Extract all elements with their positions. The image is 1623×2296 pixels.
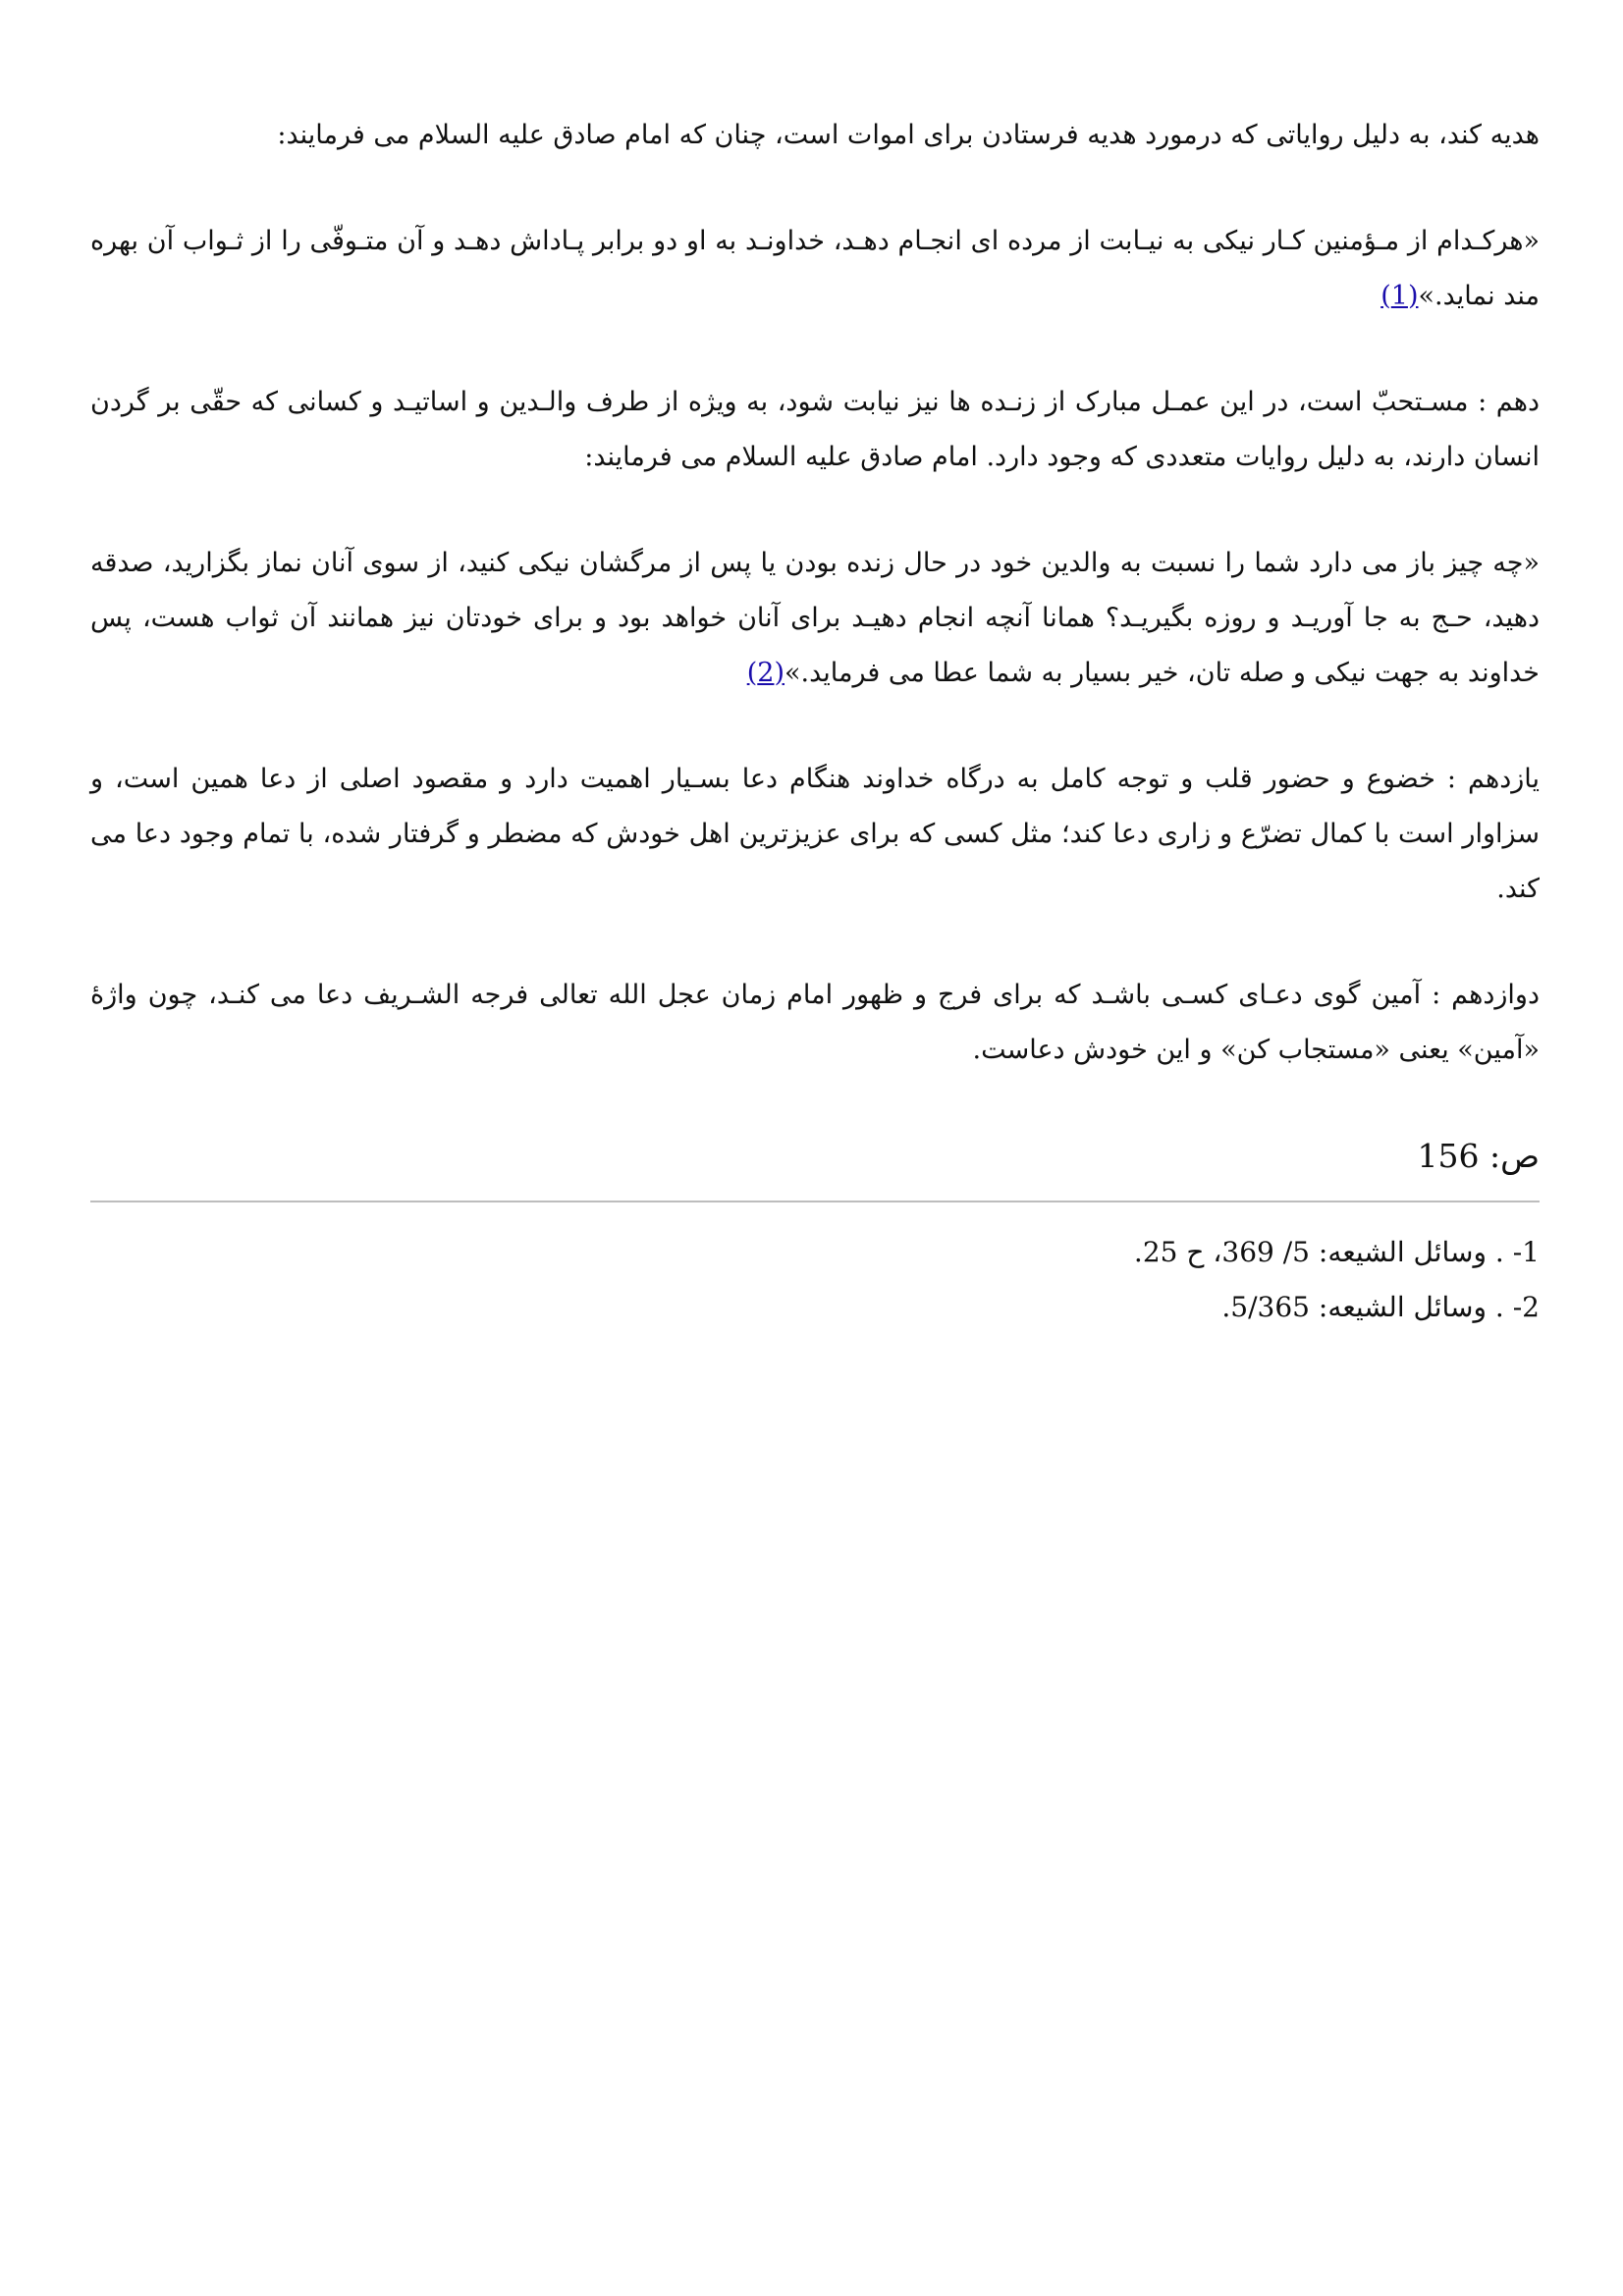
footnote-1: 1- . وسائل الشیعه: 5/ 369، ح 25. — [1133, 1236, 1540, 1268]
paragraph-1-text: هدیه کند، به دلیل روایاتی که درمورد هدیه فرستادن برای اموات است، چنان که امام صادق علیه السلام می فرمایند: — [277, 120, 1540, 150]
footnote-2: 2- . وسائل الشیعه: 5/365. — [1221, 1291, 1540, 1323]
paragraph-5 — [90, 752, 1540, 917]
footnote-link-2[interactable]: (2) — [746, 658, 785, 688]
footnote-separator — [90, 1201, 1540, 1202]
footnotes — [90, 1225, 1540, 1335]
document-body — [90, 108, 1540, 1217]
paragraph-4-text: «چه چیز باز می دارد شما را نسبت به والدین خود در حال زنده بودن یا پس از مرگشان نیکی کنید، از سوی آنان نماز بگزارید، صدقه دهید، حـج به جا آوریـد و روزه بگیریـد؟ همانا آنچه انجام دهیـد برای آنان خواهد بود و برای خودتان نیز همانند آن ثواب هست، پس خداوند به جهت نیکی و صله تان، خیر بسیار به شما عطا می فرماید.» — [90, 548, 1540, 688]
paragraph-3-text: دهم : مسـتحبّ است، در این عمـل مبارک از زنـده ها نیز نیابت شود، به ویژه از طرف والـدین و اساتیـد و کسانی که حقّی بر گردن انسان دارند، به دلیل روایات متعددی که وجود دارد. امام صادق علیه السلام می فرمایند: — [90, 387, 1540, 472]
paragraph-4 — [90, 536, 1540, 701]
paragraph-6-text: دوازدهم : آمین گوی دعـای کسـی باشـد که برای فرج و ظهور امام زمان عجل الله تعالی فرجه الشـریف دعا می کنـد، چون واژهٔ «آمین» یعنی «مستجاب کن» و این خودش دعاست. — [90, 980, 1540, 1065]
page-number: ص: 156 — [1417, 1137, 1540, 1175]
paragraph-3 — [90, 375, 1540, 485]
paragraph-6 — [90, 968, 1540, 1078]
paragraph-1 — [90, 108, 1540, 163]
footnote-link-1[interactable]: (1) — [1380, 281, 1419, 311]
paragraph-5-text: یازدهم : خضوع و حضور قلب و توجه کامل به درگاه خداوند هنگام دعا بسـیار اهمیت دارد و مقصود اصلی از دعا همین است، و سزاوار است با کمال تضرّع و زاری دعا کند؛ مثل کسی که برای عزیزترین اهل خودش که مضطر و گرفتار شده، با تمام وجود دعا می کند. — [90, 764, 1540, 904]
paragraph-2-text: «هرکـدام از مـؤمنین کـار نیکی به نیـابت از مرده ای انجـام دهـد، خداونـد به او دو برابر پـاداش دهـد و آن متـوفّی را از ثـواب آن بهره مند نماید.» — [90, 226, 1540, 311]
paragraph-2 — [90, 214, 1540, 324]
